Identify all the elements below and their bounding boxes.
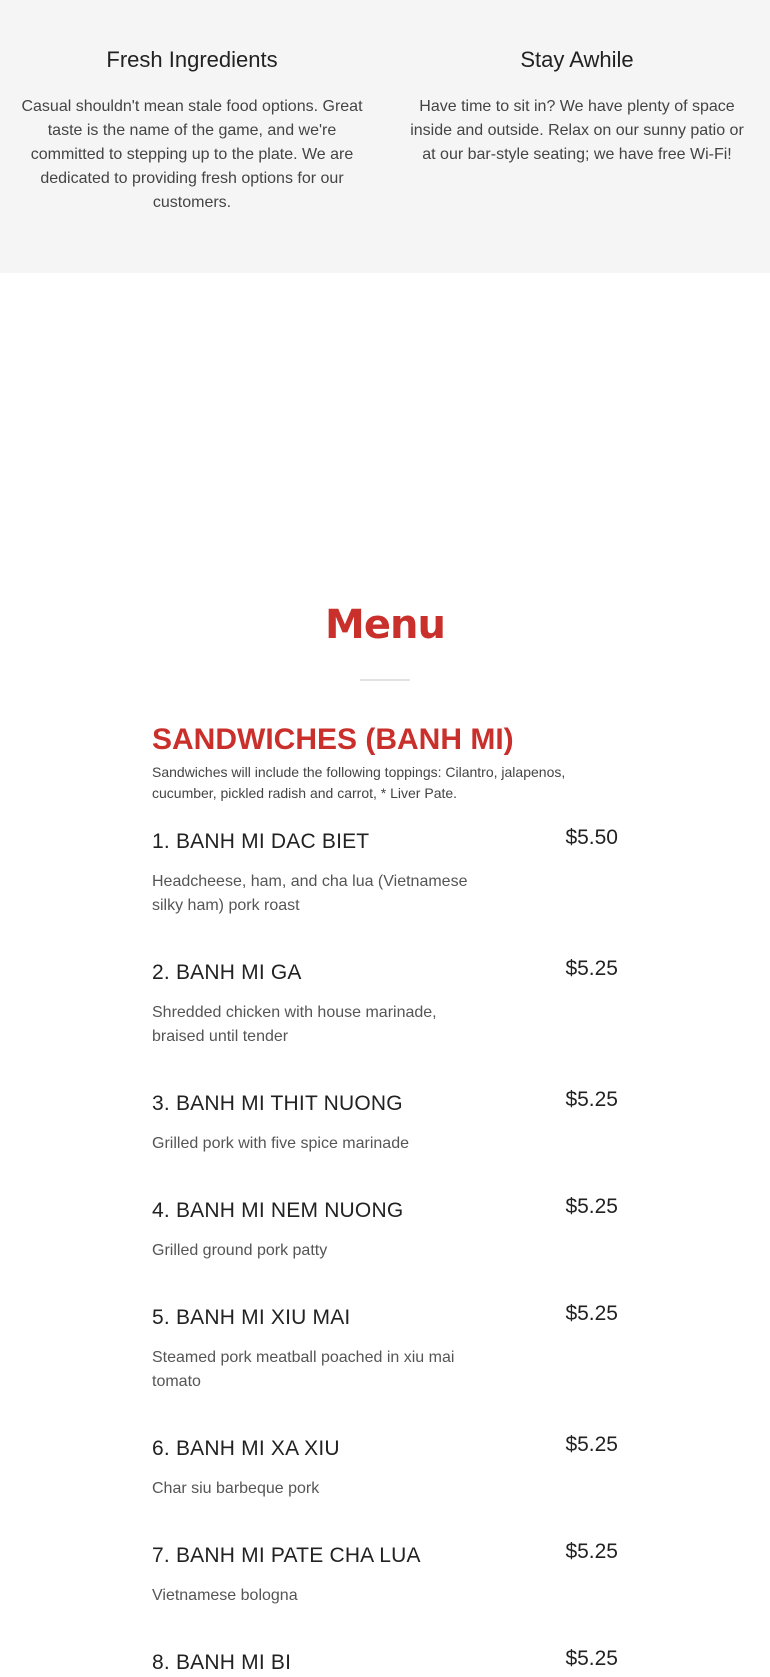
- menu-item: [152, 1090, 618, 1156]
- menu-item-desc: Shredded chicken with house marinade, braised until tender: [152, 1004, 437, 1045]
- menu-item-price: $5.50: [565, 826, 618, 849]
- menu-divider: [360, 679, 410, 681]
- menu-item-name: 6. BANH MI XA XIU: [152, 1437, 340, 1460]
- menu-item: [152, 1304, 618, 1394]
- menu-item-desc: Steamed pork meatball poached in xiu mai tomato: [152, 1349, 455, 1390]
- menu-item-price: $5.25: [565, 1647, 618, 1670]
- menu-item-price: $5.25: [565, 1433, 618, 1456]
- menu-item-price: $5.25: [565, 957, 618, 980]
- menu-item-price: $5.25: [565, 1088, 618, 1111]
- feature-fresh-ingredients: [17, 45, 367, 215]
- menu-item-name: 1. BANH MI DAC BIET: [152, 830, 370, 853]
- menu-item: [152, 828, 618, 918]
- menu-item-price: $5.25: [565, 1195, 618, 1218]
- feature-text: Have time to sit in? We have plenty of space inside and outside. Relax on our sunny patio or at our bar-style seating; we have free Wi-Fi!: [410, 98, 744, 163]
- menu-item: [152, 1435, 618, 1501]
- menu-title: Menu: [325, 602, 445, 648]
- menu-item-desc: Grilled ground pork patty: [152, 1242, 328, 1259]
- menu-item-name: 5. BANH MI XIU MAI: [152, 1306, 351, 1329]
- menu-item-name: 2. BANH MI GA: [152, 961, 302, 984]
- menu-item-price: $5.25: [565, 1302, 618, 1325]
- feature-stay-awhile: [402, 45, 752, 167]
- menu-item-name: 4. BANH MI NEM NUONG: [152, 1199, 404, 1222]
- category-title: SANDWICHES (BANH MI): [152, 723, 514, 756]
- menu-item: [152, 1649, 618, 1677]
- feature-text: Casual shouldn't mean stale food options. Great taste is the name of the game, and we're committed to stepping up to the plate. We are dedicated to providing fresh options for our customers.: [21, 98, 363, 211]
- menu-item-desc: Char siu barbeque pork: [152, 1480, 320, 1497]
- menu-item-price: $5.25: [565, 1540, 618, 1563]
- feature-title: Fresh Ingredients: [106, 47, 278, 72]
- menu-item-desc: Vietnamese bologna: [152, 1587, 298, 1604]
- menu-item-name: 3. BANH MI THIT NUONG: [152, 1092, 403, 1115]
- menu-item-name: 8. BANH MI BI: [152, 1651, 292, 1674]
- category-note: Sandwiches will include the following toppings: Cilantro, jalapenos, cucumber, pickled radish and carrot, * Liver Pate.: [152, 764, 566, 801]
- menu-item-desc: Grilled pork with five spice marinade: [152, 1135, 409, 1152]
- menu-item: [152, 1197, 618, 1263]
- features-section: [0, 0, 770, 273]
- menu-item: [152, 959, 618, 1049]
- menu-item: [152, 1542, 618, 1608]
- menu-item-name: 7. BANH MI PATE CHA LUA: [152, 1544, 421, 1567]
- menu-item-desc: Headcheese, ham, and cha lua (Vietnamese silky ham) pork roast: [152, 873, 468, 914]
- feature-title: Stay Awhile: [520, 47, 634, 72]
